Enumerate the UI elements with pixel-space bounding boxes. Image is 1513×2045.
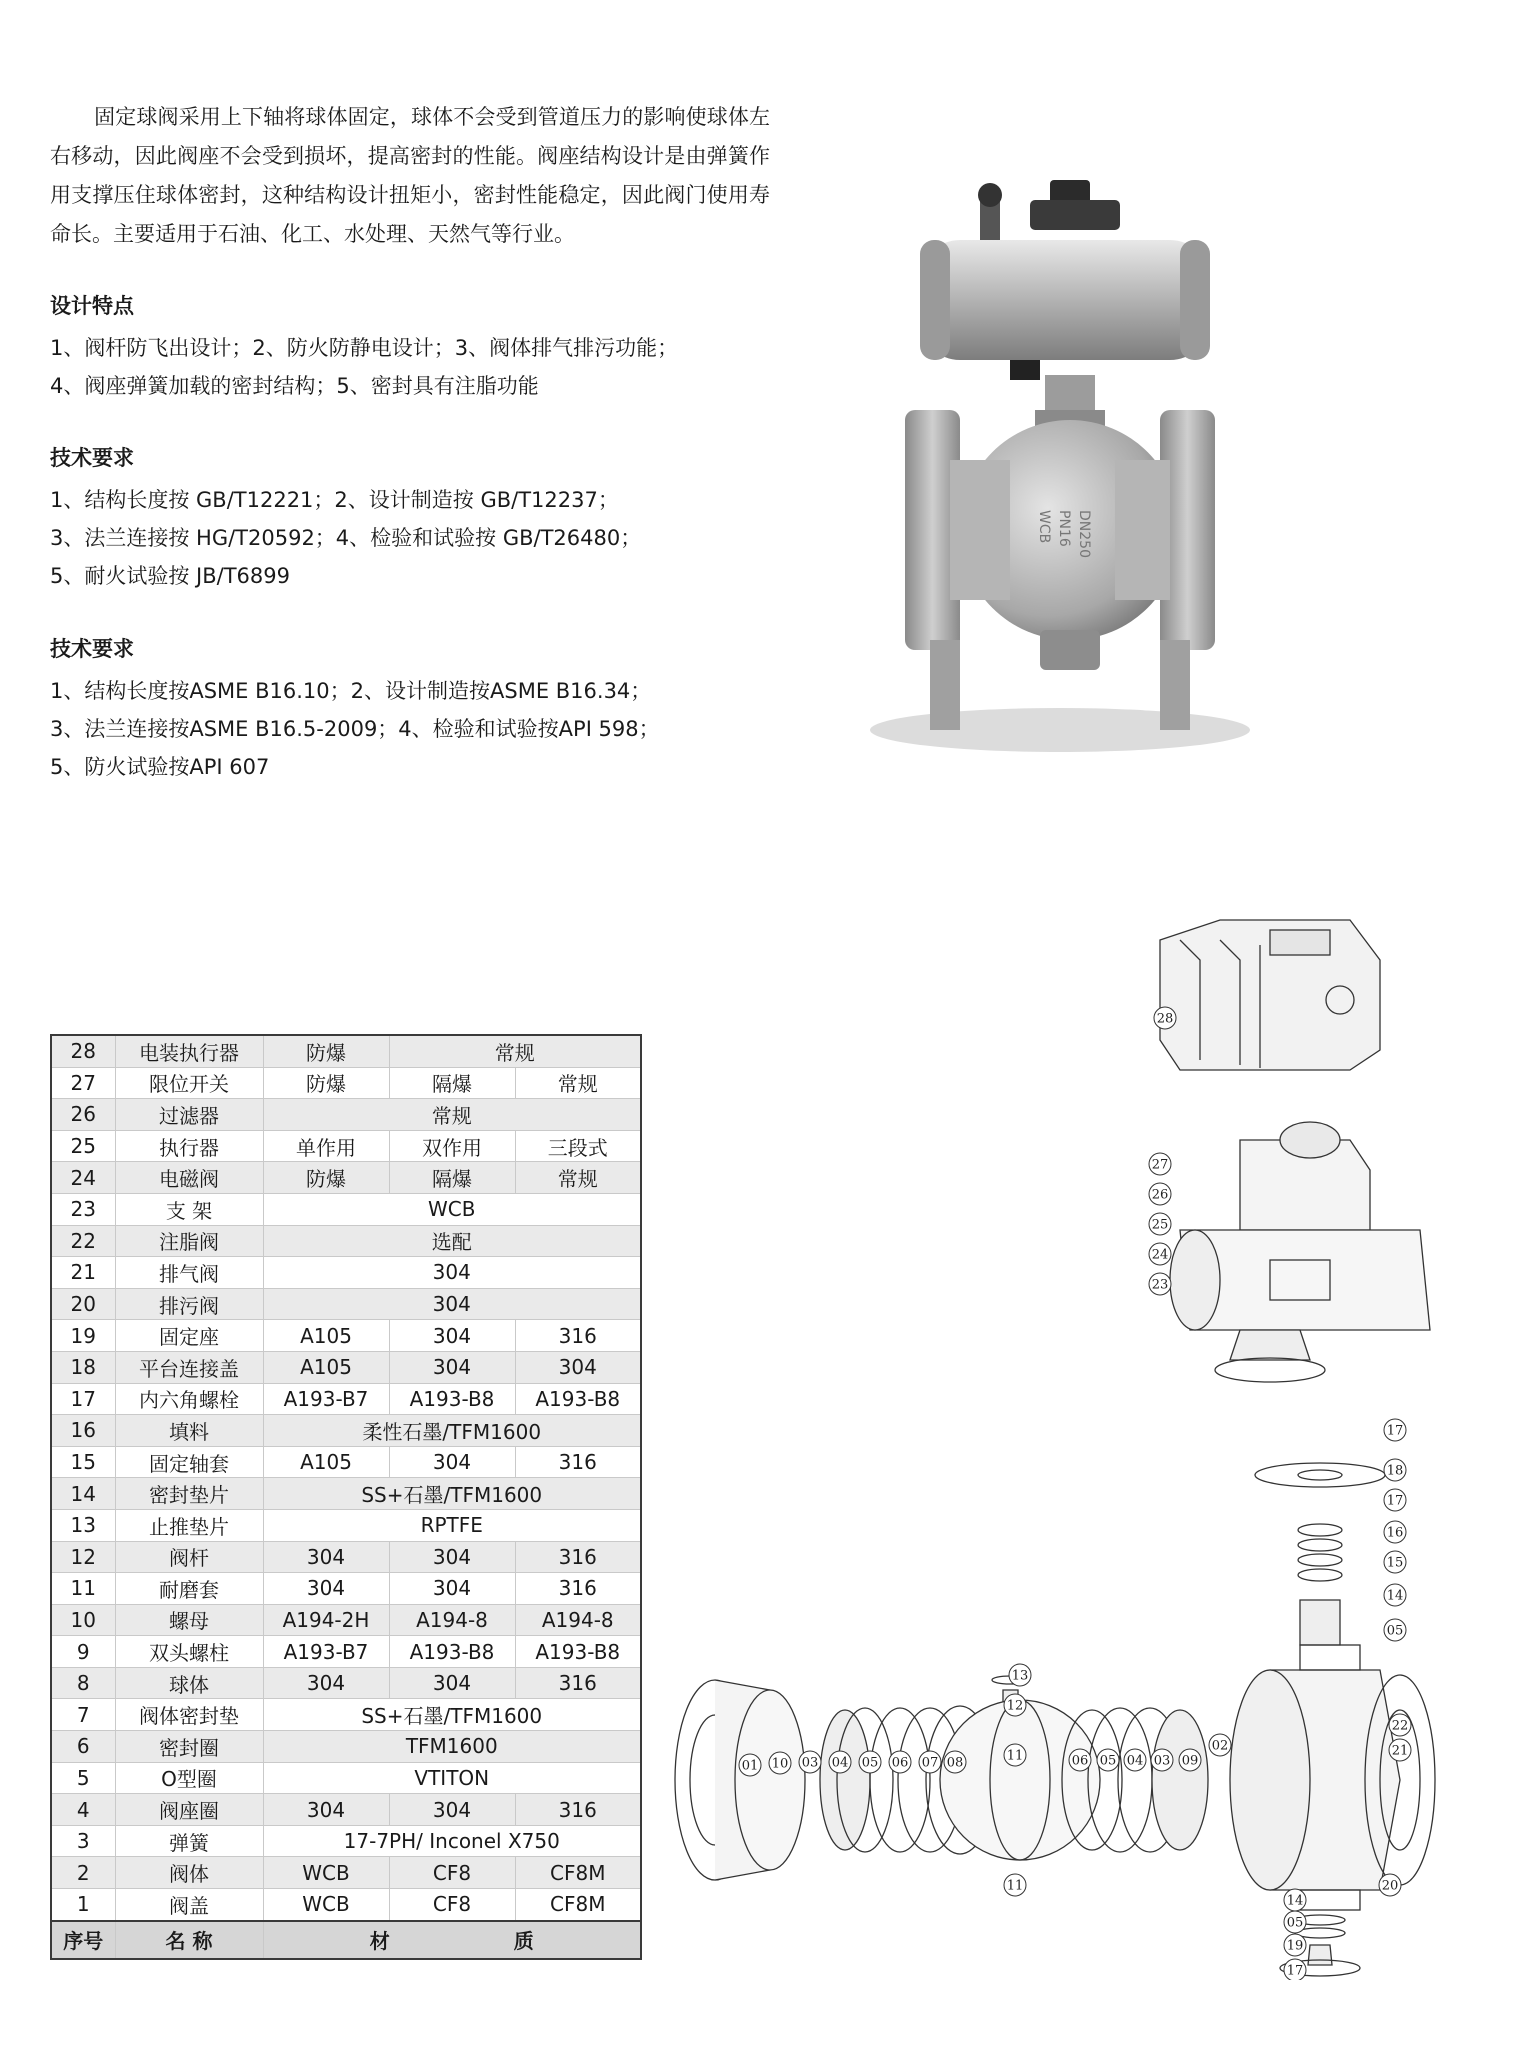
intro-text: 固定球阀采用上下轴将球体固定，球体不会受到管道压力的影响使球体左右移动，因此阀座不会受到损坏，提高密封的性能。阀座结构设计是由弹簧作用支撑压住球体密封，这种结构设计扭矩小，密封性能稳定，因此阀门使用寿命长。主要适用于石油、化工、水处理、天然气等行业。 [50,105,770,246]
material-cell: 316 [515,1541,641,1573]
callout-label: 24 [1151,1247,1169,1263]
material-cell: 柔性石墨/TFM1600 [263,1415,641,1447]
material-cell: 304 [263,1288,641,1320]
callout-label: 03 [801,1755,819,1771]
material-cell: 17-7PH/ Inconel X750 [263,1825,641,1857]
callout-label: 04 [1126,1753,1144,1769]
material-cell: A193-B7 [263,1383,389,1415]
part-name: 限位开关 [115,1067,263,1099]
part-name: 执行器 [115,1130,263,1162]
callout-label: 17 [1386,1493,1404,1509]
material-cell: WCB [263,1193,641,1225]
part-name: 排气阀 [115,1257,263,1289]
callout-label: 14 [1286,1893,1304,1909]
part-name: 电磁阀 [115,1162,263,1194]
material-cell: SS+石墨/TFM1600 [263,1478,641,1510]
material-cell: 三段式 [515,1130,641,1162]
table-row [51,1573,641,1605]
material-cell: 常规 [263,1099,641,1131]
part-no: 17 [51,1383,115,1415]
table-row [51,1225,641,1257]
callout-label: 16 [1386,1525,1404,1541]
callout-label: 09 [1181,1753,1199,1769]
callout-label: 27 [1151,1157,1169,1173]
table-row [51,1825,641,1857]
material-cell: RPTFE [263,1509,641,1541]
part-name: 球体 [115,1667,263,1699]
tech-gb-line: 3、法兰连接按 HG/T20592；4、检验和试验按 GB/T26480； [50,526,642,550]
material-cell: 常规 [515,1067,641,1099]
material-cell: CF8 [389,1857,515,1889]
part-no: 25 [51,1130,115,1162]
material-cell: 316 [515,1320,641,1352]
callout-label: 21 [1391,1743,1409,1759]
callout-label: 01 [741,1758,759,1774]
table-row [51,1541,641,1573]
part-no: 28 [51,1035,115,1067]
part-no: 21 [51,1257,115,1289]
table-row [51,1794,641,1826]
part-name: 电装执行器 [115,1035,263,1067]
callout-label: 20 [1381,1878,1399,1894]
material-cell: 304 [389,1794,515,1826]
table-row [51,1383,641,1415]
material-cell: A105 [263,1351,389,1383]
material-cell: A193-B8 [389,1383,515,1415]
part-no: 18 [51,1351,115,1383]
material-cell: CF8 [389,1889,515,1921]
tech-gb-title: 技术要求 [50,446,134,470]
header-material-b: 质 [513,1929,534,1954]
material-cell: 常规 [515,1162,641,1194]
callout-label: 11 [1006,1748,1024,1764]
material-cell: 304 [389,1573,515,1605]
material-cell: WCB [263,1889,389,1921]
tech-gb-line: 5、耐火试验按 JB/T6899 [50,564,290,588]
part-name: 内六角螺栓 [115,1383,263,1415]
part-no: 12 [51,1541,115,1573]
part-name: 密封圈 [115,1731,263,1763]
callout-label: 14 [1386,1588,1404,1604]
material-cell: 304 [263,1257,641,1289]
material-cell: 304 [515,1351,641,1383]
table-row [51,1478,641,1510]
callout-label: 26 [1151,1187,1169,1203]
callout-label: 13 [1011,1668,1029,1684]
intro-paragraph [50,98,770,254]
parts-material-table [50,1034,642,1960]
material-cell: 304 [389,1446,515,1478]
part-name: 过滤器 [115,1099,263,1131]
table-row [51,1288,641,1320]
part-name: 弹簧 [115,1825,263,1857]
callout-label: 23 [1151,1277,1169,1293]
table-row [51,1067,641,1099]
table-row [51,1699,641,1731]
table-row [51,1446,641,1478]
part-no: 27 [51,1067,115,1099]
material-cell: 常规 [389,1035,641,1067]
material-cell: A193-B7 [263,1636,389,1668]
material-cell: A194-2H [263,1604,389,1636]
part-no: 11 [51,1573,115,1605]
material-cell: 单作用 [263,1130,389,1162]
part-name: 填料 [115,1415,263,1447]
part-name: 螺母 [115,1604,263,1636]
tech-gb-line: 1、结构长度按 GB/T12221；2、设计制造按 GB/T12237； [50,488,619,512]
material-cell: CF8M [515,1857,641,1889]
part-no: 24 [51,1162,115,1194]
material-cell: A193-B8 [389,1636,515,1668]
callout-label: 28 [1156,1011,1174,1027]
part-name: 阀座圈 [115,1794,263,1826]
callout-label: 05 [861,1755,879,1771]
header-no: 序号 [51,1921,115,1959]
callout-label: 03 [1153,1753,1171,1769]
table-row [51,1636,641,1668]
body-mark-material: WCB [1036,510,1052,544]
callout-label: 19 [1286,1938,1304,1954]
part-no: 8 [51,1667,115,1699]
table-row [51,1351,641,1383]
part-name: 平台连接盖 [115,1351,263,1383]
part-no: 4 [51,1794,115,1826]
table-row [51,1889,641,1921]
design-title: 设计特点 [50,294,134,318]
part-name: 阀体 [115,1857,263,1889]
callout-label: 11 [1006,1878,1024,1894]
table-row [51,1604,641,1636]
callout-label: 17 [1386,1423,1404,1439]
table-row [51,1415,641,1447]
part-name: 双头螺柱 [115,1636,263,1668]
callout-label: 10 [771,1756,789,1772]
header-name: 名 称 [115,1921,263,1959]
tech-asme-line: 3、法兰连接按ASME B16.5-2009；4、检验和试验按API 598； [50,717,660,741]
callout-label: 15 [1386,1555,1404,1571]
callout-label: 05 [1386,1623,1404,1639]
tech-requirements-gb [50,442,770,595]
material-cell: 304 [263,1541,389,1573]
part-no: 5 [51,1762,115,1794]
material-cell: 选配 [263,1225,641,1257]
table-row [51,1035,641,1067]
part-no: 7 [51,1699,115,1731]
part-name: 排污阀 [115,1288,263,1320]
material-cell: 316 [515,1573,641,1605]
part-no: 15 [51,1446,115,1478]
table-row [51,1509,641,1541]
table-row [51,1162,641,1194]
part-name: O型圈 [115,1762,263,1794]
body-mark-dn: DN250 [1076,510,1092,558]
part-name: 支 架 [115,1193,263,1225]
part-name: 阀体密封垫 [115,1699,263,1731]
callout-label: 18 [1386,1463,1404,1479]
material-cell: 304 [389,1541,515,1573]
table-row [51,1857,641,1889]
material-cell: A105 [263,1446,389,1478]
ball-valve-photo [860,170,1260,770]
material-cell: WCB [263,1857,389,1889]
callout-label: 02 [1211,1738,1229,1754]
part-no: 20 [51,1288,115,1320]
part-no: 3 [51,1825,115,1857]
material-cell: 隔爆 [389,1067,515,1099]
material-cell: 防爆 [263,1162,389,1194]
table-row [51,1731,641,1763]
part-name: 固定座 [115,1320,263,1352]
callout-label: 17 [1286,1963,1304,1979]
material-cell: A193-B8 [515,1636,641,1668]
design-line: 4、阀座弹簧加载的密封结构；5、密封具有注脂功能 [50,374,539,398]
table-row [51,1320,641,1352]
part-no: 6 [51,1731,115,1763]
table-row [51,1193,641,1225]
part-name: 耐磨套 [115,1573,263,1605]
material-cell: 304 [389,1320,515,1352]
callout-label: 22 [1391,1718,1409,1734]
callout-label: 08 [946,1755,964,1771]
exploded-view-diagram [660,900,1440,1980]
table-row [51,1099,641,1131]
part-name: 阀杆 [115,1541,263,1573]
callout-label: 07 [921,1755,939,1771]
material-cell: 316 [515,1794,641,1826]
table-header-row [51,1921,641,1959]
body-mark-pn: PN16 [1056,510,1072,547]
material-cell: 304 [389,1351,515,1383]
callout-label: 06 [1071,1753,1089,1769]
part-no: 13 [51,1509,115,1541]
part-no: 26 [51,1099,115,1131]
callout-label: 05 [1099,1753,1117,1769]
material-cell: A194-8 [515,1604,641,1636]
material-cell: 防爆 [263,1067,389,1099]
part-name: 注脂阀 [115,1225,263,1257]
parts-table-body [51,1035,641,1921]
table-row [51,1667,641,1699]
material-cell: A193-B8 [515,1383,641,1415]
part-name: 止推垫片 [115,1509,263,1541]
part-no: 14 [51,1478,115,1510]
tech-asme-line: 5、防火试验按API 607 [50,755,270,779]
material-cell: CF8M [515,1889,641,1921]
material-cell: 304 [263,1667,389,1699]
part-name: 固定轴套 [115,1446,263,1478]
part-no: 10 [51,1604,115,1636]
callout-label: 06 [891,1755,909,1771]
design-line: 1、阀杆防飞出设计；2、防火防静电设计；3、阀体排气排污功能； [50,336,679,360]
material-cell: SS+石墨/TFM1600 [263,1699,641,1731]
callout-label: 12 [1006,1698,1024,1714]
material-cell: 隔爆 [389,1162,515,1194]
table-row [51,1762,641,1794]
part-no: 19 [51,1320,115,1352]
material-cell: 316 [515,1667,641,1699]
part-no: 2 [51,1857,115,1889]
part-no: 23 [51,1193,115,1225]
callout-label: 25 [1151,1217,1169,1233]
material-cell: 304 [263,1794,389,1826]
material-cell: A194-8 [389,1604,515,1636]
material-cell: 304 [263,1573,389,1605]
part-no: 1 [51,1889,115,1921]
part-name: 阀盖 [115,1889,263,1921]
header-material-a: 材 [369,1929,390,1954]
part-no: 16 [51,1415,115,1447]
material-cell: TFM1600 [263,1731,641,1763]
table-row [51,1257,641,1289]
material-cell: 防爆 [263,1035,389,1067]
header-material [263,1921,641,1959]
material-cell: VTITON [263,1762,641,1794]
material-cell: A105 [263,1320,389,1352]
tech-requirements-asme [50,633,770,786]
tech-asme-line: 1、结构长度按ASME B16.10；2、设计制造按ASME B16.34； [50,679,652,703]
material-cell: 双作用 [389,1130,515,1162]
callout-label: 05 [1286,1915,1304,1931]
table-row [51,1130,641,1162]
part-no: 22 [51,1225,115,1257]
material-cell: 316 [515,1446,641,1478]
part-no: 9 [51,1636,115,1668]
part-name: 密封垫片 [115,1478,263,1510]
design-features [50,290,770,405]
callout-label: 04 [831,1755,849,1771]
tech-asme-title: 技术要求 [50,637,134,661]
material-cell: 304 [389,1667,515,1699]
